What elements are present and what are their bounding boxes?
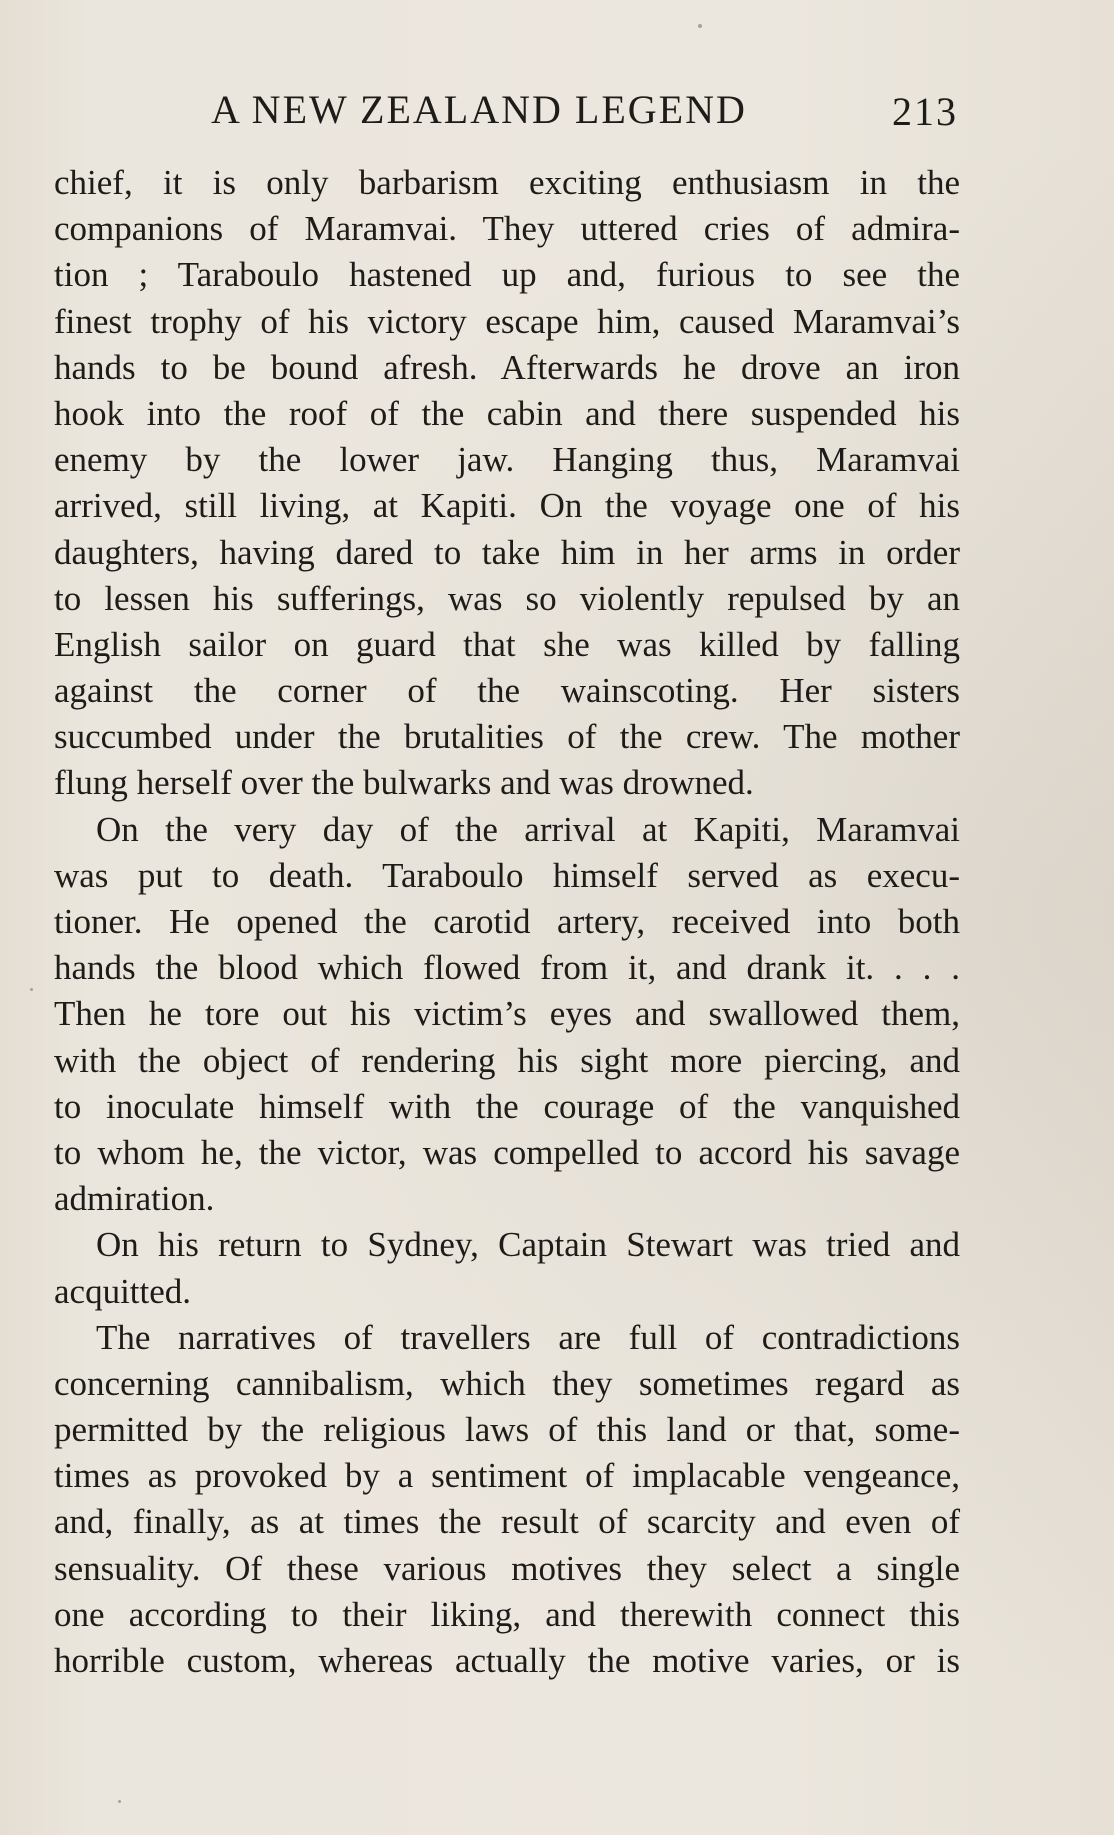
text-line: sensuality. Of these various motives they select a single [54,1548,960,1588]
running-head [50,86,958,136]
text-line: On the very day of the arrival at Kapiti, Maramvai [96,809,960,849]
text-line: enemy by the lower jaw. Hanging thus, Maramvai [54,440,960,480]
paper-speck [30,988,33,991]
text-line: concerning cannibalism, which they sometimes regard as [54,1363,960,1403]
text-line: companions of Maramvai. They uttered cries of admira- [54,209,960,249]
text-line: acquitted. [54,1271,192,1311]
text-line: admiration. [54,1179,215,1219]
text-line: horrible custom, whereas actually the motive varies, or is [54,1641,960,1680]
text-line: hands to be bound afresh. Afterwards he drove an iron [54,347,960,387]
text-line: chief, it is only barbarism exciting enthusiasm in the [54,163,960,202]
text-line: tioner. He opened the carotid artery, received into both [54,902,960,941]
text-line: was put to death. Taraboulo himself served as execu- [54,855,960,895]
paper-speck [118,1800,121,1803]
text-line: and, finally, as at times the result of scarcity and even of [54,1502,960,1542]
text-line: to whom he, the victor, was compelled to accord his savage [54,1132,960,1172]
text-line: with the object of rendering his sight more piercing, and [54,1040,960,1080]
text-line: finest trophy of his victory escape him, caused Maramvai’s [54,301,960,341]
text-line: succumbed under the brutalities of the crew. The mother [54,717,960,757]
running-title: A NEW ZEALAND LEGEND [211,87,747,132]
text-line: The narratives of travellers are full of contradictions [96,1317,960,1357]
text-line: hook into the roof of the cabin and there suspended his [54,393,960,433]
text-line: permitted by the religious laws of this land or that, some- [54,1410,960,1450]
text-line: arrived, still living, at Kapiti. On the voyage one of his [54,486,960,526]
text-line: against the corner of the wainscoting. Her sisters [54,671,960,711]
text-line: Then he tore out his victim’s eyes and swallowed them, [54,994,960,1034]
text-line: On his return to Sydney, Captain Stewart was tried and [96,1225,960,1265]
text-line: English sailor on guard that she was killed by falling [54,624,960,664]
body-text [54,160,960,1684]
page-number: 213 [892,89,958,134]
text-line: one according to their liking, and therewith connect this [54,1594,960,1634]
text-line: flung herself over the bulwarks and was drowned. [54,763,754,803]
text-line: hands the blood which flowed from it, and drank it. . . . [54,948,960,988]
paper-speck [698,24,702,28]
text-line: to lessen his sufferings, was so violently repulsed by an [54,578,960,618]
text-line: tion ; Taraboulo hastened up and, furious to see the [54,255,960,295]
text-line: daughters, having dared to take him in her arms in order [54,532,960,572]
text-line: to inoculate himself with the courage of the vanquished [54,1086,960,1126]
text-line: times as provoked by a sentiment of implacable vengeance, [54,1456,960,1496]
